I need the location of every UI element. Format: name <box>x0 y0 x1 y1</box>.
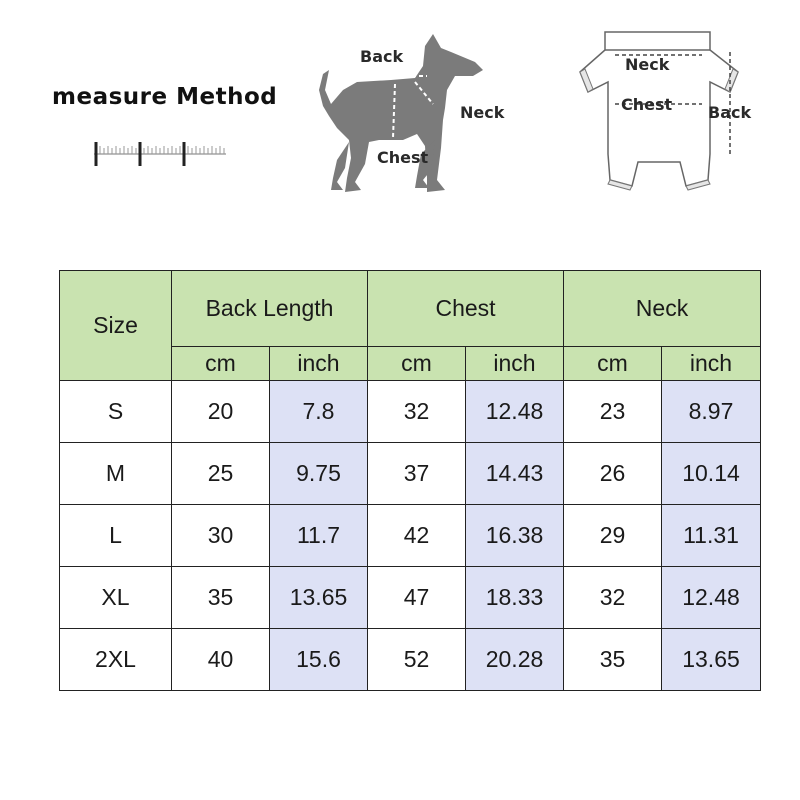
value-cell: 42 <box>368 505 466 567</box>
size-cell: 2XL <box>60 629 172 691</box>
group-header-back-length: Back Length <box>172 271 368 347</box>
unit-header: cm <box>172 347 270 381</box>
value-cell: 20.28 <box>466 629 564 691</box>
value-cell: 26 <box>564 443 662 505</box>
value-cell: 8.97 <box>662 381 761 443</box>
garment-label-back: Back <box>708 103 752 122</box>
table-row <box>60 505 761 567</box>
ruler-icon <box>94 140 229 170</box>
value-cell: 20 <box>172 381 270 443</box>
size-cell: L <box>60 505 172 567</box>
value-cell: 9.75 <box>270 443 368 505</box>
size-cell: M <box>60 443 172 505</box>
unit-header: cm <box>368 347 466 381</box>
size-header: Size <box>60 271 172 381</box>
unit-header: inch <box>662 347 761 381</box>
value-cell: 32 <box>368 381 466 443</box>
value-cell: 12.48 <box>662 567 761 629</box>
table-row <box>60 629 761 691</box>
garment-label-neck: Neck <box>625 55 670 74</box>
value-cell: 14.43 <box>466 443 564 505</box>
group-header-chest: Chest <box>368 271 564 347</box>
value-cell: 11.31 <box>662 505 761 567</box>
dog-label-back: Back <box>360 47 404 66</box>
value-cell: 23 <box>564 381 662 443</box>
value-cell: 32 <box>564 567 662 629</box>
value-cell: 29 <box>564 505 662 567</box>
value-cell: 35 <box>564 629 662 691</box>
value-cell: 13.65 <box>270 567 368 629</box>
table-row <box>60 567 761 629</box>
value-cell: 11.7 <box>270 505 368 567</box>
value-cell: 37 <box>368 443 466 505</box>
value-cell: 40 <box>172 629 270 691</box>
value-cell: 16.38 <box>466 505 564 567</box>
unit-header: cm <box>564 347 662 381</box>
size-chart-table <box>59 270 761 691</box>
measure-method-title: measure Method <box>52 84 278 110</box>
group-header-neck: Neck <box>564 271 761 347</box>
value-cell: 52 <box>368 629 466 691</box>
table-row <box>60 443 761 505</box>
value-cell: 7.8 <box>270 381 368 443</box>
unit-header: inch <box>466 347 564 381</box>
dog-label-chest: Chest <box>377 148 429 167</box>
size-cell: S <box>60 381 172 443</box>
value-cell: 15.6 <box>270 629 368 691</box>
garment-label-chest: Chest <box>621 95 673 114</box>
value-cell: 47 <box>368 567 466 629</box>
value-cell: 30 <box>172 505 270 567</box>
value-cell: 12.48 <box>466 381 564 443</box>
value-cell: 25 <box>172 443 270 505</box>
value-cell: 35 <box>172 567 270 629</box>
dog-label-neck: Neck <box>460 103 505 122</box>
value-cell: 13.65 <box>662 629 761 691</box>
size-cell: XL <box>60 567 172 629</box>
unit-header: inch <box>270 347 368 381</box>
table-row <box>60 381 761 443</box>
value-cell: 18.33 <box>466 567 564 629</box>
value-cell: 10.14 <box>662 443 761 505</box>
